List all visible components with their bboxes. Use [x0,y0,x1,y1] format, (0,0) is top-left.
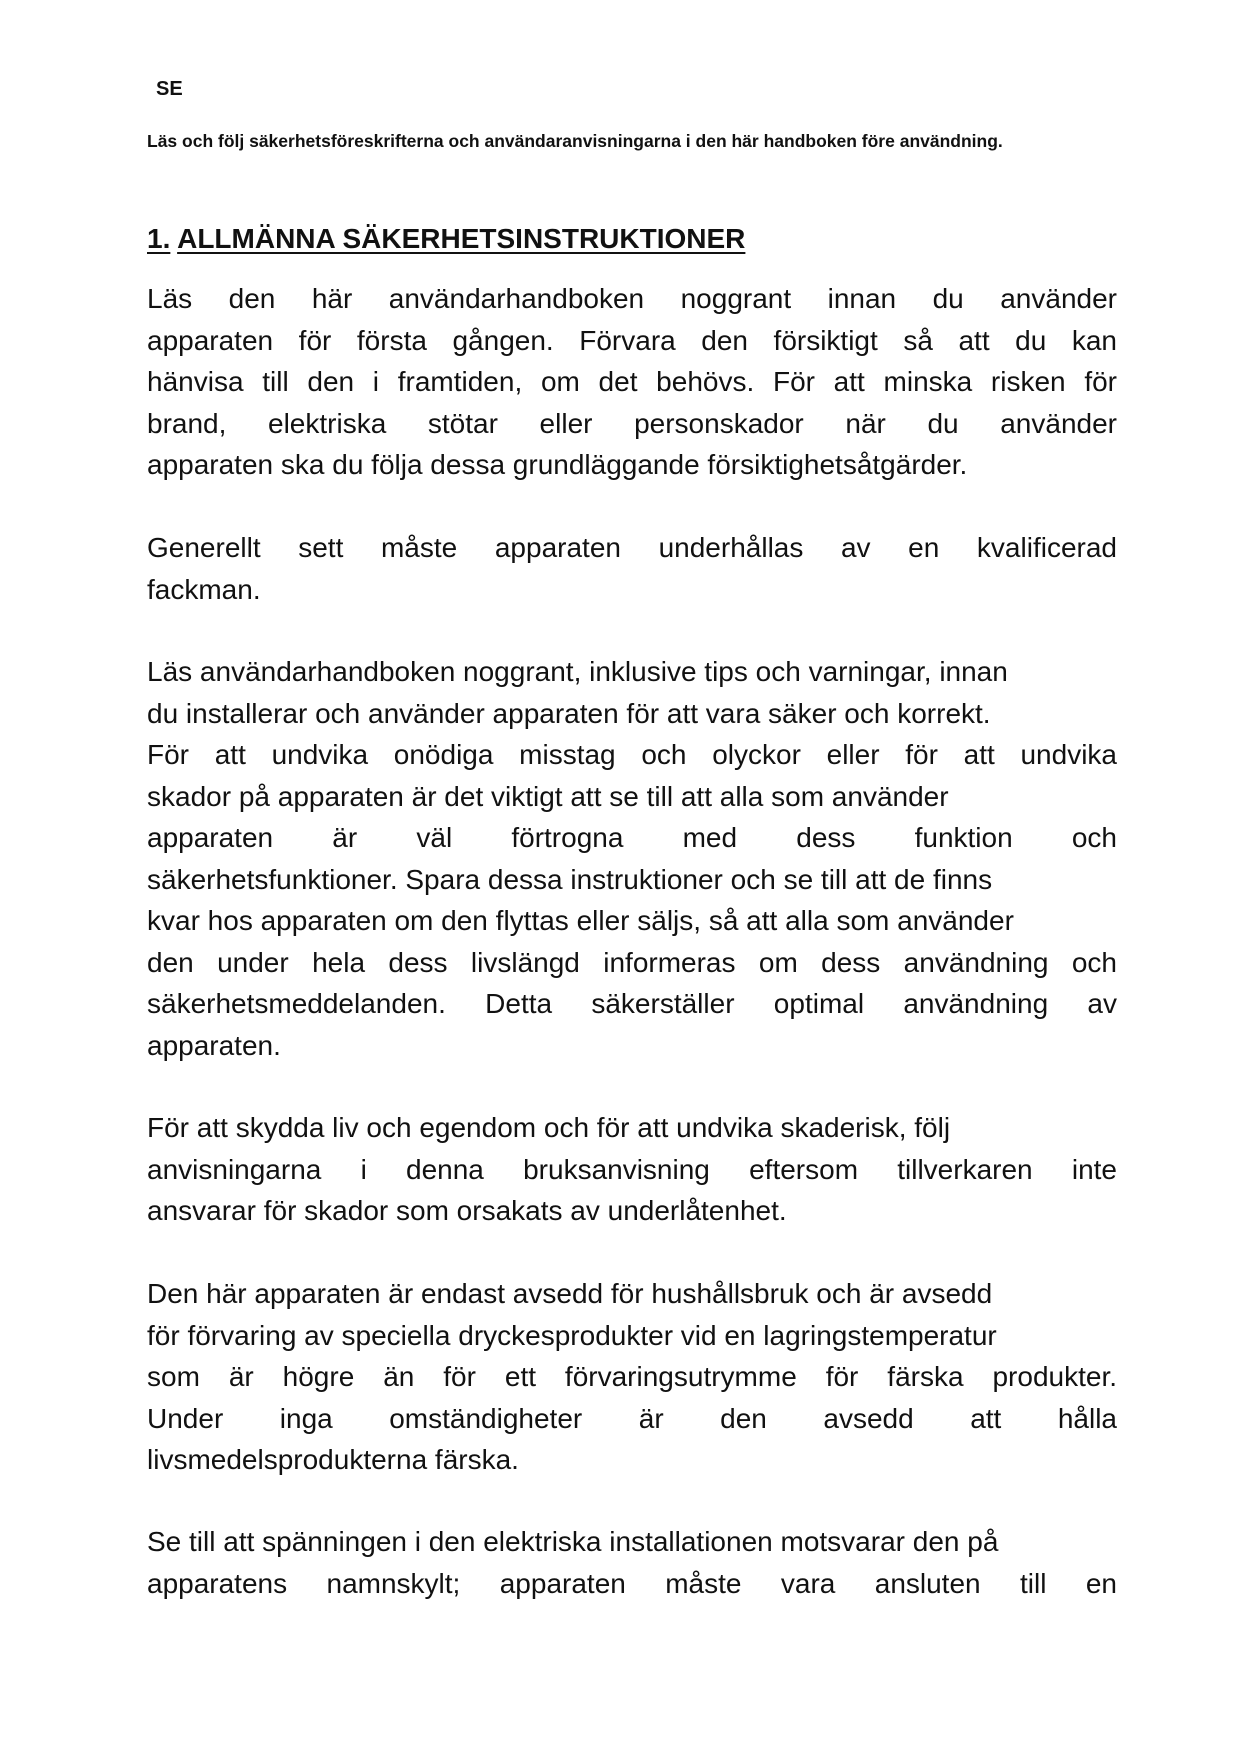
paragraph-line: För att undvika onödiga misstag och olyckor eller för att undvika [147,739,1117,770]
section-title: ALLMÄNNA SÄKERHETSINSTRUKTIONER [177,223,746,254]
paragraph-line: apparatens namnskylt; apparaten måste vara ansluten till en [147,1567,1117,1599]
paragraph-line: kvar hos apparaten om den flyttas eller säljs, så att alla som använder [147,905,1014,936]
paragraph-line: apparaten för första gången. Förvara den försiktigt så att du kan [147,324,1117,356]
paragraph-line: Läs den här användarhandboken noggrant innan du använder [147,283,1117,314]
paragraph-5 [147,1273,1117,1481]
paragraph-line: du installerar och använder apparaten för att vara säker och korrekt. [147,697,991,729]
paragraph-3 [147,651,1117,1066]
intro-notice: Läs och följ säkerhetsföreskrifterna och användaranvisningarna i den här handboken före användning. [147,131,1003,151]
paragraph-line: apparaten är väl förtrogna med dess funktion och [147,822,1117,853]
paragraph-4 [147,1107,1117,1232]
paragraph-6 [147,1521,1117,1604]
paragraph-line: Under inga omständigheter är den avsedd att hålla [147,1402,1117,1434]
paragraph-line: säkerhetsfunktioner. Spara dessa instruktioner och se till att de finns [147,863,993,895]
section-number: 1. [147,223,171,254]
paragraph-line: apparaten. [147,1029,281,1061]
section-heading [147,223,745,255]
paragraph-line: För att skydda liv och egendom och för att undvika skaderisk, följ [147,1112,951,1143]
paragraph-line: hänvisa till den i framtiden, om det behövs. För att minska risken för [147,366,1117,397]
paragraph-line: skador på apparaten är det viktigt att se till att alla som använder [147,780,949,812]
paragraph-2 [147,527,1117,610]
paragraph-line: som är högre än för ett förvaringsutrymme för färska produkter. [147,1361,1117,1392]
paragraph-line: brand, elektriska stötar eller personskador när du använder [147,407,1117,439]
paragraph-line: Generellt sett måste apparaten underhållas av en kvalificerad [147,532,1117,563]
paragraph-line: för förvaring av speciella dryckesprodukter vid en lagringstemperatur [147,1319,997,1351]
paragraph-line: Den här apparaten är endast avsedd för hushållsbruk och är avsedd [147,1278,993,1309]
language-code: SE [156,78,183,100]
paragraph-line: apparaten ska du följa dessa grundläggande försiktighetsåtgärder. [147,449,968,480]
paragraph-line: livsmedelsprodukterna färska. [147,1444,519,1475]
paragraph-line: Läs användarhandboken noggrant, inklusive tips och varningar, innan [147,656,1008,687]
paragraph-line: ansvarar för skador som orsakats av underlåtenhet. [147,1195,787,1226]
paragraph-line: säkerhetsmeddelanden. Detta säkerställer optimal användning av [147,988,1117,1019]
paragraph-line: Se till att spänningen i den elektriska installationen motsvarar den på [147,1526,999,1557]
paragraph-line: den under hela dess livslängd informeras om dess användning och [147,946,1117,978]
paragraph-line: anvisningarna i denna bruksanvisning eftersom tillverkaren inte [147,1153,1117,1185]
paragraph-1 [147,278,1117,486]
paragraph-line: fackman. [147,573,261,605]
